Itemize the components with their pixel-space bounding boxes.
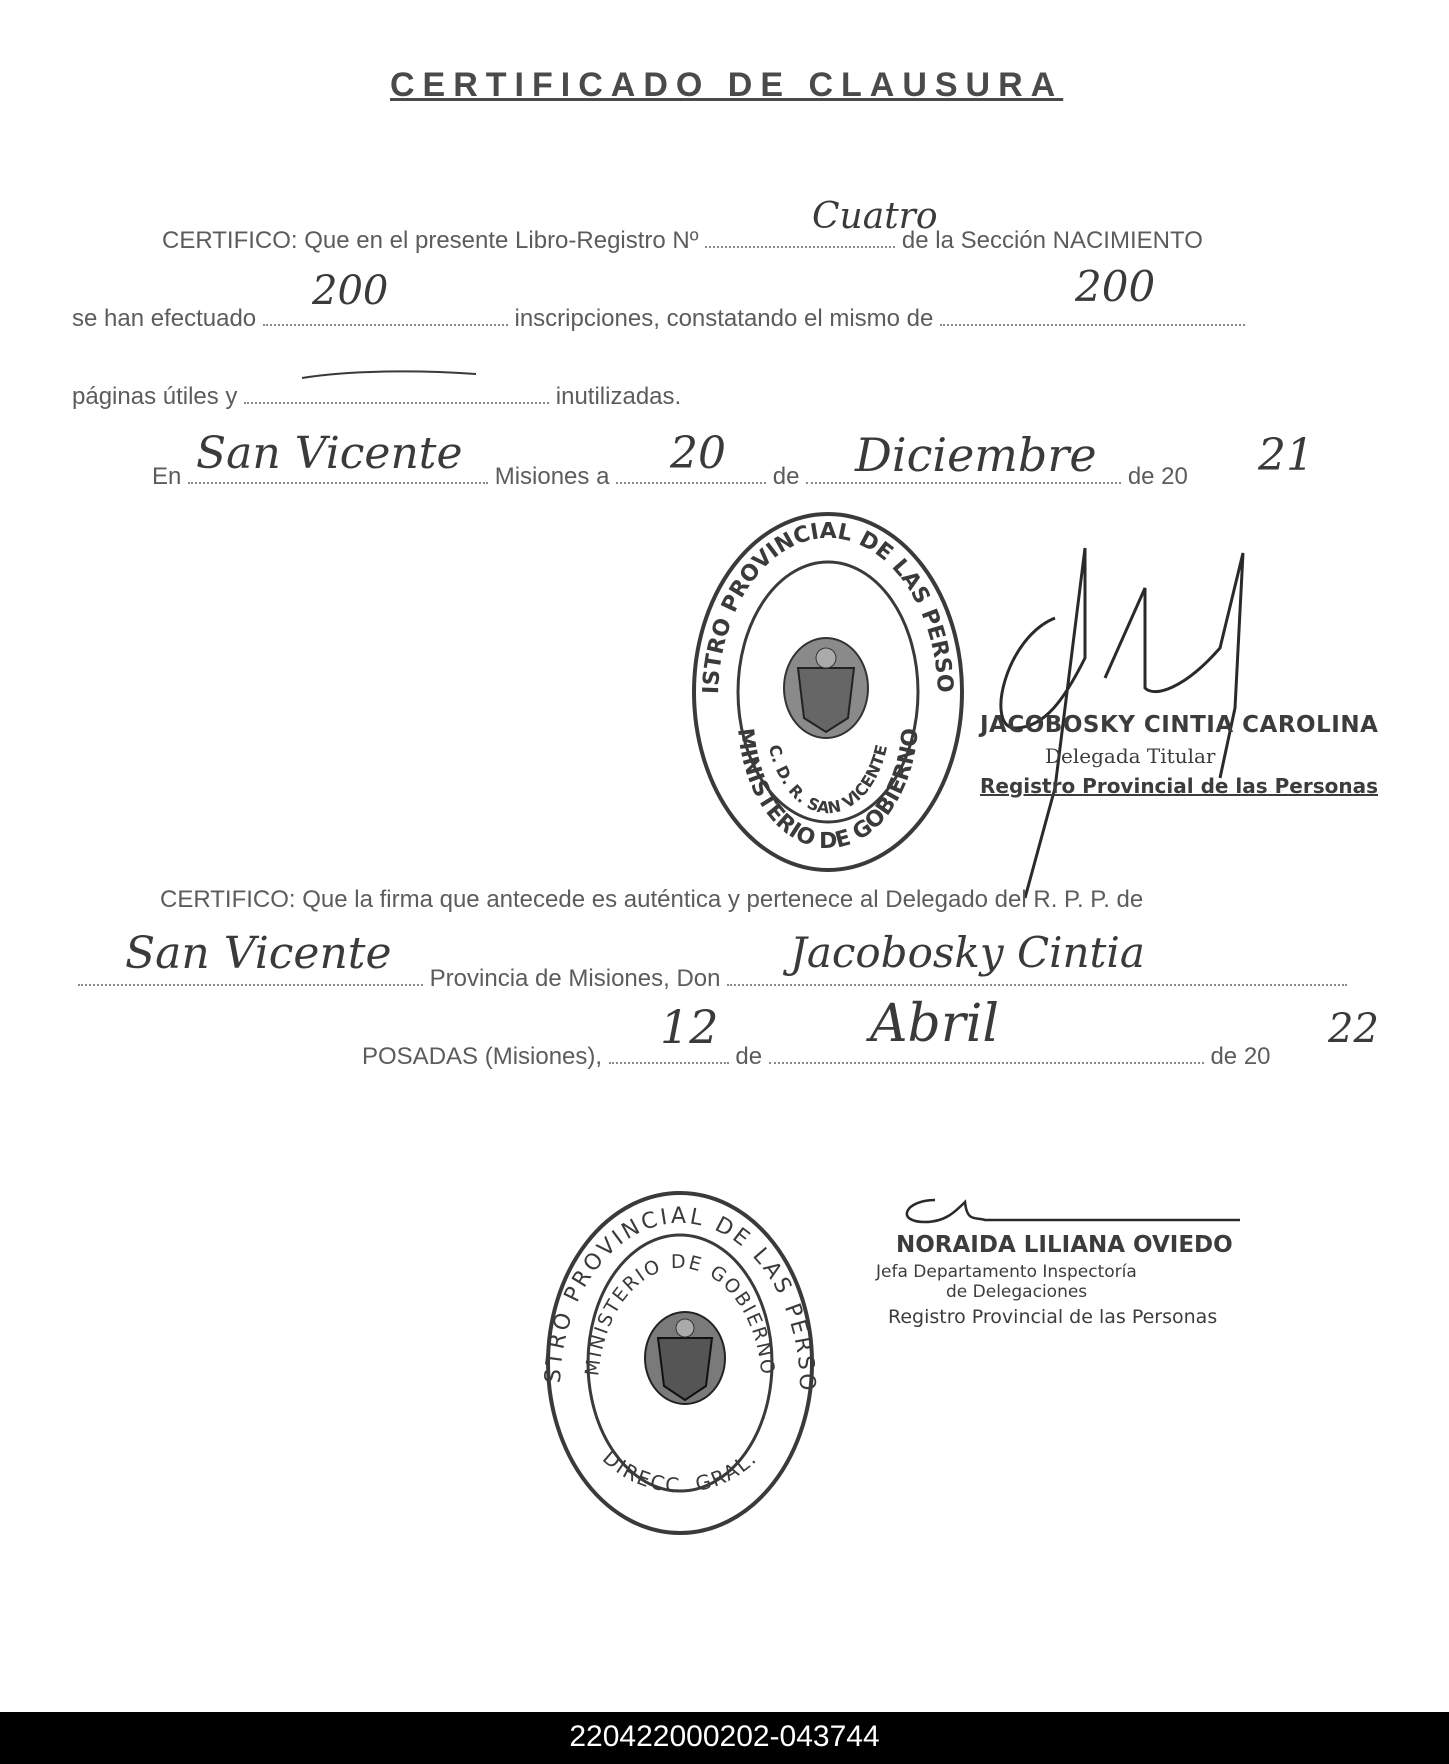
- document-id-footer: [0, 1712, 1449, 1764]
- signer1-role: Delegada Titular: [1045, 744, 1216, 768]
- signer2-office: Registro Provincial de las Personas: [888, 1306, 1218, 1328]
- cert1-line1-suffix: de la Sección NACIMIENTO: [901, 227, 1203, 254]
- cert2-line3-prefix: POSADAS (Misiones),: [362, 1043, 603, 1070]
- cert1-line4-de: de: [772, 463, 800, 490]
- signer2-role-line2: de Delegaciones: [946, 1282, 1088, 1302]
- document-id-text: 220422000202-043744: [569, 1720, 880, 1753]
- stamp1-bottom-text: MINISTERIO DE GOBIERNO: [732, 726, 924, 855]
- stamp2-bottom-text: DIRECC. GRAL.: [598, 1445, 762, 1498]
- svg-text:DIRECC. GRAL.: [598, 1445, 762, 1497]
- svg-text:MINISTERIO DE GOBIERNO: [732, 727, 924, 854]
- cert1-line4-en: En: [152, 463, 182, 490]
- handwritten-dia: 20: [670, 428, 726, 479]
- signer1-office: Registro Provincial de las Personas: [980, 774, 1379, 798]
- handwritten-inscripciones: 200: [312, 268, 389, 314]
- cert2-line3-year-prefix: de 20: [1210, 1043, 1271, 1070]
- stamp2-inner-text: MINISTERIO DE GOBIERNO: [581, 1250, 779, 1378]
- handwritten-paginas: 200: [1075, 262, 1156, 311]
- cert1-line2-middle: inscripciones, constatando el mismo de: [514, 305, 934, 332]
- document-title: CERTIFICADO DE CLAUSURA: [390, 66, 1064, 104]
- handwritten-cert2-nombre: Jacobosky Cintia: [790, 928, 1145, 977]
- handwritten-cert2-lugar: San Vicente: [125, 928, 392, 979]
- handwritten-cert2-dia: 12: [660, 1000, 719, 1054]
- handwritten-dash: [300, 368, 480, 382]
- cert2-line3: [362, 1040, 1271, 1071]
- registro-stamp-1: [678, 489, 968, 876]
- stamp2-outer-text: REGISTRO PROVINCIAL DE LAS PERSONAS: [529, 1169, 820, 1394]
- cert1-line4-year-prefix: de 20: [1127, 463, 1188, 490]
- signer2-role-line1: Jefa Departamento Inspectoría: [876, 1262, 1137, 1282]
- handwritten-lugar: San Vicente: [196, 428, 463, 479]
- signer2-name: NORAIDA LILIANA OVIEDO: [896, 1232, 1233, 1258]
- handwritten-cert2-year: 22: [1328, 1006, 1379, 1052]
- cert1-line1-prefix: CERTIFICO: Que en el presente Libro-Registro Nº: [162, 227, 699, 254]
- inutilizadas-blank: [244, 380, 549, 404]
- cert1-line3-suffix: inutilizadas.: [555, 383, 682, 410]
- signer2-block: [876, 1232, 1233, 1328]
- coat-of-arms-icon: [645, 1312, 725, 1404]
- cert2-line2-middle: Provincia de Misiones, Don: [429, 965, 721, 992]
- handwritten-mes: Diciembre: [855, 428, 1097, 482]
- handwritten-cert2-mes: Abril: [870, 994, 999, 1054]
- stamp1-inner-text: C. D. R. SAN VICENTE: [764, 742, 892, 818]
- signer1-name: JACOBOSKY CINTIA CAROLINA: [980, 712, 1379, 738]
- cert1-line2-prefix: se han efectuado: [72, 305, 257, 332]
- cert2-line3-de: de: [735, 1043, 763, 1070]
- cert1-line3: [72, 380, 681, 411]
- handwritten-libro-number: Cuatro: [812, 196, 938, 237]
- stamp1-top-text: REGISTRO PROVINCIAL DE LAS PERSONAS: [678, 489, 958, 695]
- cert1-line4-misiones: Misiones a: [494, 463, 610, 490]
- coat-of-arms-icon: [784, 638, 868, 738]
- cert2-line1: CERTIFICO: Que la firma que antecede es auténtica y pertenece al Delegado del R. P. P. de: [160, 886, 1144, 913]
- handwritten-year: 21: [1258, 430, 1314, 481]
- cert1-line1: [162, 224, 1203, 255]
- signer1-block: [980, 712, 1379, 798]
- cert1-line3-prefix: páginas útiles y: [72, 383, 238, 410]
- cert1-line2: [72, 302, 1245, 333]
- registro-stamp-2: [529, 1169, 820, 1538]
